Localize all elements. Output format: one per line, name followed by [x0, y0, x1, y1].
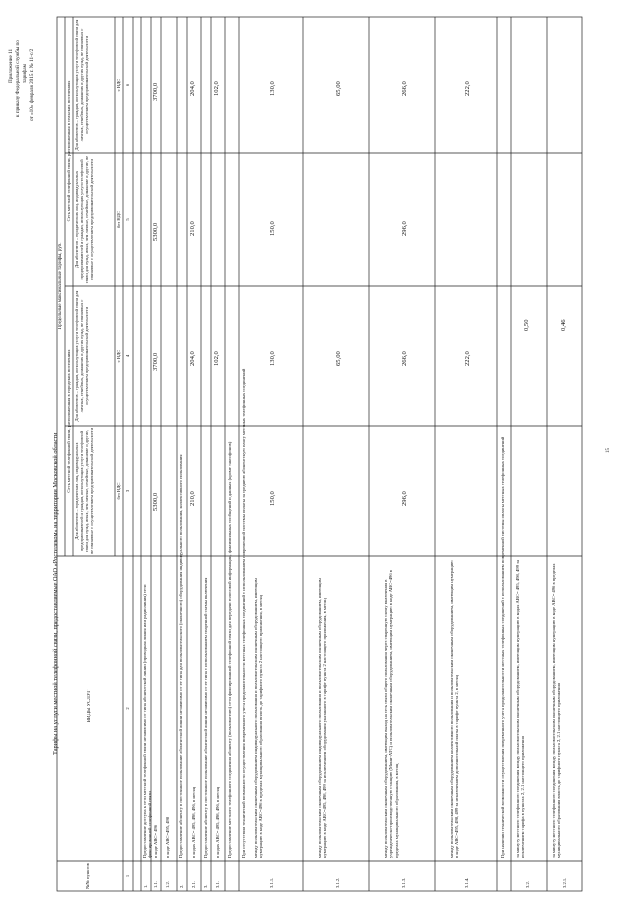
- row-3-1-4-value-4: 222,0: [464, 81, 471, 96]
- header-max-tariffs: Предельные максимальные тарифы, руб.: [58, 242, 63, 330]
- row-3-2-1-number: 3.2.1.: [562, 877, 567, 888]
- section-local-calls: Предоставление местного телефонного соединения абоненту (пользователю) сети фиксированной телефонной связи для передачи голосовой информации, факсимильных сообщений и данных (кроме таксофонов): [227, 441, 232, 858]
- row-2-1-text: в кодах АВС= 495, 498, 496, в месяц: [191, 786, 196, 858]
- tariff-table: [57, 17, 582, 891]
- row-3-1-number: 3.1.: [215, 881, 220, 888]
- header-no-vat-2: без НДС: [116, 211, 121, 228]
- row-2-1-value-3: 210,0: [189, 221, 196, 236]
- row-3-1-1-value-3: 150,0: [269, 221, 276, 236]
- row-3-2-text: за минуту местного телефонного соединения между пользовательским оконечным оборудованием, имеющим нумерацию в кодах АВС= 495, 498, 499 за исключением тарифа в пунктах 2, 2.1 настоящего приложения: [515, 560, 526, 858]
- row-1-2-text: в коде АВС=495, 498: [165, 816, 170, 858]
- row-3-1-3-value-1: 296,0: [401, 491, 408, 506]
- row-3-1-1-value-2: 130,0: [269, 351, 276, 366]
- row-2-number: 2.: [179, 884, 184, 888]
- header-citizens-rural: Для абонентов – граждан, использующих услуги телефонной связи для личных, семейных, домашних и других нужд, не связанных с осуществлением предпринимательской деятельности: [74, 19, 90, 151]
- row-3-1-value-2: 102,0: [213, 351, 220, 366]
- colnum-2: 2: [125, 707, 130, 710]
- row-3-2-number: 3.2.: [525, 881, 530, 888]
- row-1-1-number: 1.1.: [153, 881, 158, 888]
- row-1-1-text: в коде АВС= 496: [153, 824, 158, 858]
- row-3-1-3-number: 3.1.3.: [401, 877, 406, 888]
- header-services: ВИДЫ УСЛУГ: [87, 689, 92, 723]
- header-urban-network: Сеть местной телефонной связи, расположенная в городских поселениях: [66, 349, 71, 493]
- row-3-1-4-number: 3.1.4.: [464, 877, 469, 888]
- section-no-time-billing: При отсутствии технической возможности осуществления повременного учета продолжительности местных телефонных соединений с использованием повременной системы оплаты за среднюю абонентскую плату местных телефонных соединений: [241, 368, 246, 858]
- row-3-1-1-value-1: 150,0: [269, 491, 276, 506]
- order-reference: к приказу Федеральной службы по: [15, 40, 21, 117]
- section-time-billing: При наличии технической возможности осуществления повременного учета продолжительности местных телефонных соединений с использованием повременной системы оплаты местных телефонных соединений: [500, 436, 505, 858]
- header-legal-urban: Для абонентов – юридических лиц, индивидуальных предпринимателей и граждан, использующих услуги телефонной связи для нужд, иных, чем личные, семейные, домашние и другие, не связанные с осуществлением предпринимательской деятельности: [74, 428, 95, 554]
- row-3-1-4-value-2: 222,0: [464, 351, 471, 366]
- row-3-1-2-value-2: 65,00: [335, 351, 342, 366]
- colnum-3: 3: [125, 489, 130, 493]
- row-3-1-1-number: 3.1.1.: [269, 877, 274, 888]
- row-3-1-3-text: между пользовательским оконечным оборудованием, имеющим выход на сеть связи общего пользования через спаренную схему включения в учрежденческо-производственную станцию (Мини-АТС) и пользовательским оконечным оборудованием, имеющим нумерацию в коде АВС=496 в пределах муниципального образования, в месяц: [383, 570, 399, 858]
- row-3-1-3-value-3: 296,0: [401, 221, 408, 236]
- row-3-1-3-value-4: 266,0: [401, 81, 408, 96]
- row-3-1-2-value-4: 65,00: [335, 81, 342, 96]
- header-no-vat-1: без НДС: [116, 482, 121, 500]
- row-3-2-value: 0,50: [523, 319, 530, 331]
- row-1-2-number: 1.2.: [165, 881, 170, 888]
- row-2-1-value-1: 210,0: [189, 491, 196, 506]
- order-reference-2: тарифам: [22, 64, 28, 83]
- row-3-1-1-text: между пользовательским оконечным оборудованием индивидуального пользования и пользовательским оконечным оборудованием, имеющим нумерацию в коде АВС=496 в пределах муниципального образования вплоть до тарифного пункта 2 настоящего приложения, в месяц: [253, 578, 264, 858]
- row-3-text: Предоставление абоненту в постоянное пользование абонентской линии независимо от ее типа с использованием спаренной схемы включения: [203, 577, 208, 858]
- row-1-1-value-4: 3700,0: [152, 82, 159, 101]
- row-3-1-text: в кодах АВС= 495, 498, 496, в месяц: [215, 786, 220, 858]
- row-3-1-2-text: между пользовательским оконечным оборудованием индивидуального пользования и пользовательским оконечным оборудованием, имеющим нумерацию в коде АВС=495, 498, 499 за исключением оборудования указанного в тарифе пункта 2 настоящего приложения, в месяц: [317, 578, 328, 858]
- header-with-vat-1: с НДС: [116, 349, 121, 363]
- row-1-1-value-3: 5300,0: [152, 222, 159, 241]
- row-3-1-2-number: 3.1.2.: [335, 877, 340, 888]
- header-item-number: №№ пунктов: [85, 863, 90, 889]
- row-3-2-1-text: за минуту местного телефонного соединения между пользовательским оконечным оборудованием, имеющим нумерацию в коде АВС= 496 в пределах муниципального образования вплоть до тарифного пункта 2, 2.1 настоящего приложения: [551, 563, 562, 858]
- page-number: 15: [606, 448, 611, 453]
- page-title: Тарифы на услуги местной телефонной связи, предоставляемые ОАО «Ростелеком» на территории Московской области: [52, 432, 59, 755]
- colnum-1: 1: [125, 874, 130, 878]
- row-3-number: 3.: [203, 884, 208, 888]
- header-legal-rural: Для абонентов – юридических лиц, индивидуальных предпринимателей и граждан, использующих услуги телефонной связи для нужд, иных, чем личные, семейные, домашние и другие, не связанные с осуществлением предпринимательской деятельности: [74, 155, 95, 284]
- row-1-1-value-2: 3700,0: [152, 352, 159, 371]
- appendix-label: Приложение 11: [8, 48, 14, 83]
- row-1-number: 1.: [143, 884, 148, 888]
- header-rural-network: Сеть местной телефонной связи, расположенная в сельских поселениях: [66, 80, 71, 222]
- header-with-vat-2: с НДС: [116, 78, 121, 92]
- colnum-6: 6: [125, 83, 130, 87]
- row-2-1-value-4: 204,0: [189, 81, 196, 96]
- colnum-5: 5: [125, 218, 130, 221]
- row-1-text: Предоставление доступа к сети местной телефонной связи независимо от типа абонентской линии (проводная линия или радиолиния) сети фиксированной телефонной связи: [142, 584, 153, 858]
- row-3-1-3-value-2: 266,0: [401, 351, 408, 366]
- row-3-1-1-value-4: 130,0: [269, 81, 276, 96]
- header-citizens-urban: Для абонентов – граждан, использующих услуги телефонной связи для личных, семейных, домашних и других нужд, не связанных с осуществлением предпринимательской деятельности: [74, 290, 90, 422]
- row-3-1-4-text: между пользовательским оконечным оборудованием коллективного пользования и пользовательским оконечным оборудованием, имеющим нумерацию в коде АВС=495, 498, 499 за исключением дополнительной платы в тарифе пункта 2, в месяц: [449, 560, 460, 858]
- row-2-1-value-2: 204,0: [189, 351, 196, 366]
- row-1-1-value-1: 5300,0: [152, 492, 159, 511]
- row-3-1-value-4: 102,0: [213, 81, 220, 96]
- row-2-1-number: 2.1.: [191, 881, 196, 888]
- order-date: от «10» февраля 2015 г. № 11-с/2: [29, 48, 35, 121]
- row-2-text: Предоставление абоненту в постоянное пользование абонентской линии независимо от ее типа для пользовательского (оконечного) оборудования индивидуального пользования, коллективного пользования: [178, 454, 183, 858]
- row-3-2-1-value: 0,46: [560, 319, 567, 331]
- colnum-4: 4: [125, 354, 130, 358]
